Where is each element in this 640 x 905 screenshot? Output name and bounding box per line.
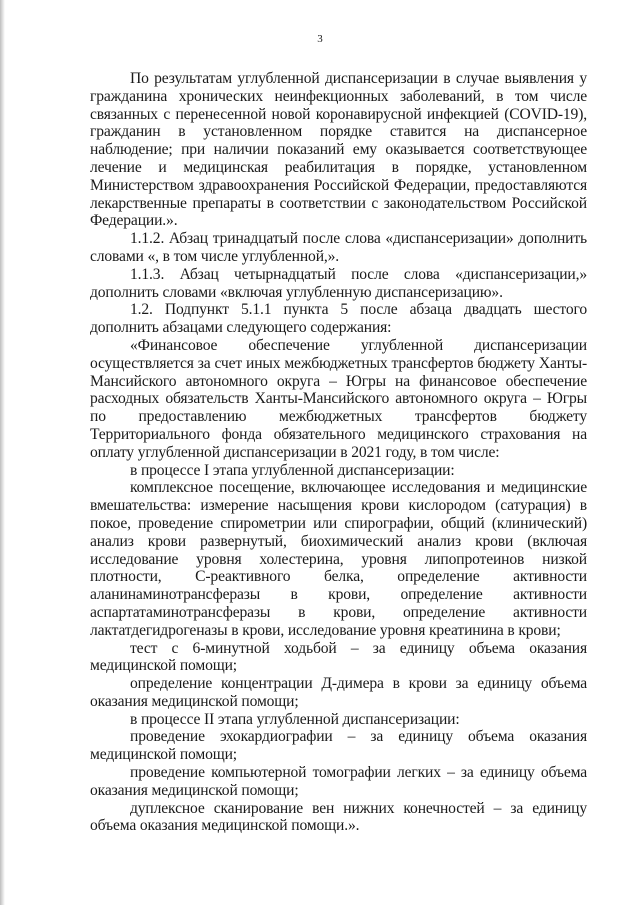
paragraph-financing: «Финансовое обеспечение углубленной диспансеризации осуществляется за счет иных межбюджетных трансфертов бюджету Ханты-Мансийского автономного округа – Югры на финансовое обеспечение расходных обязательств Ханты-Мансийского автономного округа – Югры по предоставлению межбюджетных трансфертов бюджету Территориального фонда обязательного медицинского страхования на оплату углубленной диспансеризации в 2021 году, в том числе:	[90, 336, 587, 461]
paragraph-duplex-scan: дуплексное сканирование вен нижних конечностей – за единицу объема оказания медицинской помощи.».	[90, 799, 587, 835]
paragraph-walk-test: тест с 6-минутной ходьбой – за единицу объема оказания медицинской помощи;	[90, 639, 587, 675]
paragraph-stage-1-heading: в процессе I этапа углубленной диспансеризации:	[130, 461, 455, 479]
paragraph-1-1-3: 1.1.3. Абзац четырнадцатый после слова «диспансеризации,» дополнить словами «включая углубленную диспансеризацию».	[90, 265, 587, 301]
paragraph-complex-visit: комплексное посещение, включающее исследования и медицинские вмешательства: измерение насыщения крови кислородом (сатурация) в покое, проведение спирометрии или спирографии, общий (клинический) анализ крови развернутый, биохимический анализ крови (включая исследование уровня холестерина, уровня липопротеинов низкой плотности, С-реактивного белка, определение активности аланинаминотрансферазы в крови, определение активности аспартатаминотрансферазы в крови, определение активности лактатдегидрогеназы в крови, исследование уровня креатинина в крови;	[90, 479, 587, 639]
paragraph-covid-followup: По результатам углубленной диспансеризации в случае выявления у гражданина хронических неинфекционных заболеваний, в том числе связанных с перенесенной новой коронавирусной инфекцией (COVID-19), гражданин в установленном порядке ставится на диспансерное наблюдение; при наличии показаний ему оказывается соответствующее лечение и медицинская реабилитация в порядке, установленном Министерством здравоохранения Российской Федерации, предоставляются лекарственные препараты в соответствии с законодательством Российской Федерации.».	[90, 70, 587, 230]
document-body	[90, 70, 587, 835]
paragraph-1-2: 1.2. Подпункт 5.1.1 пункта 5 после абзаца двадцать шестого дополнить абзацами следующего содержания:	[90, 301, 587, 337]
scan-left-edge	[0, 0, 5, 905]
paragraph-stage-2-heading: в процессе II этапа углубленной диспансеризации:	[130, 710, 460, 728]
paragraph-lung-ct: проведение компьютерной томографии легких – за единицу объема оказания медицинской помощи;	[90, 764, 587, 799]
page-number: 3	[317, 33, 323, 45]
paragraph-1-1-2: 1.1.2. Абзац тринадцатый после слова «диспансеризации» дополнить словами «, в том числе углубленной,».	[90, 230, 587, 265]
paragraph-echocardiography: проведение эхокардиографии – за единицу объема оказания медицинской помощи;	[90, 728, 587, 764]
paragraph-d-dimer: определение концентрации Д-димера в крови за единицу объема оказания медицинской помощи;	[90, 675, 587, 710]
